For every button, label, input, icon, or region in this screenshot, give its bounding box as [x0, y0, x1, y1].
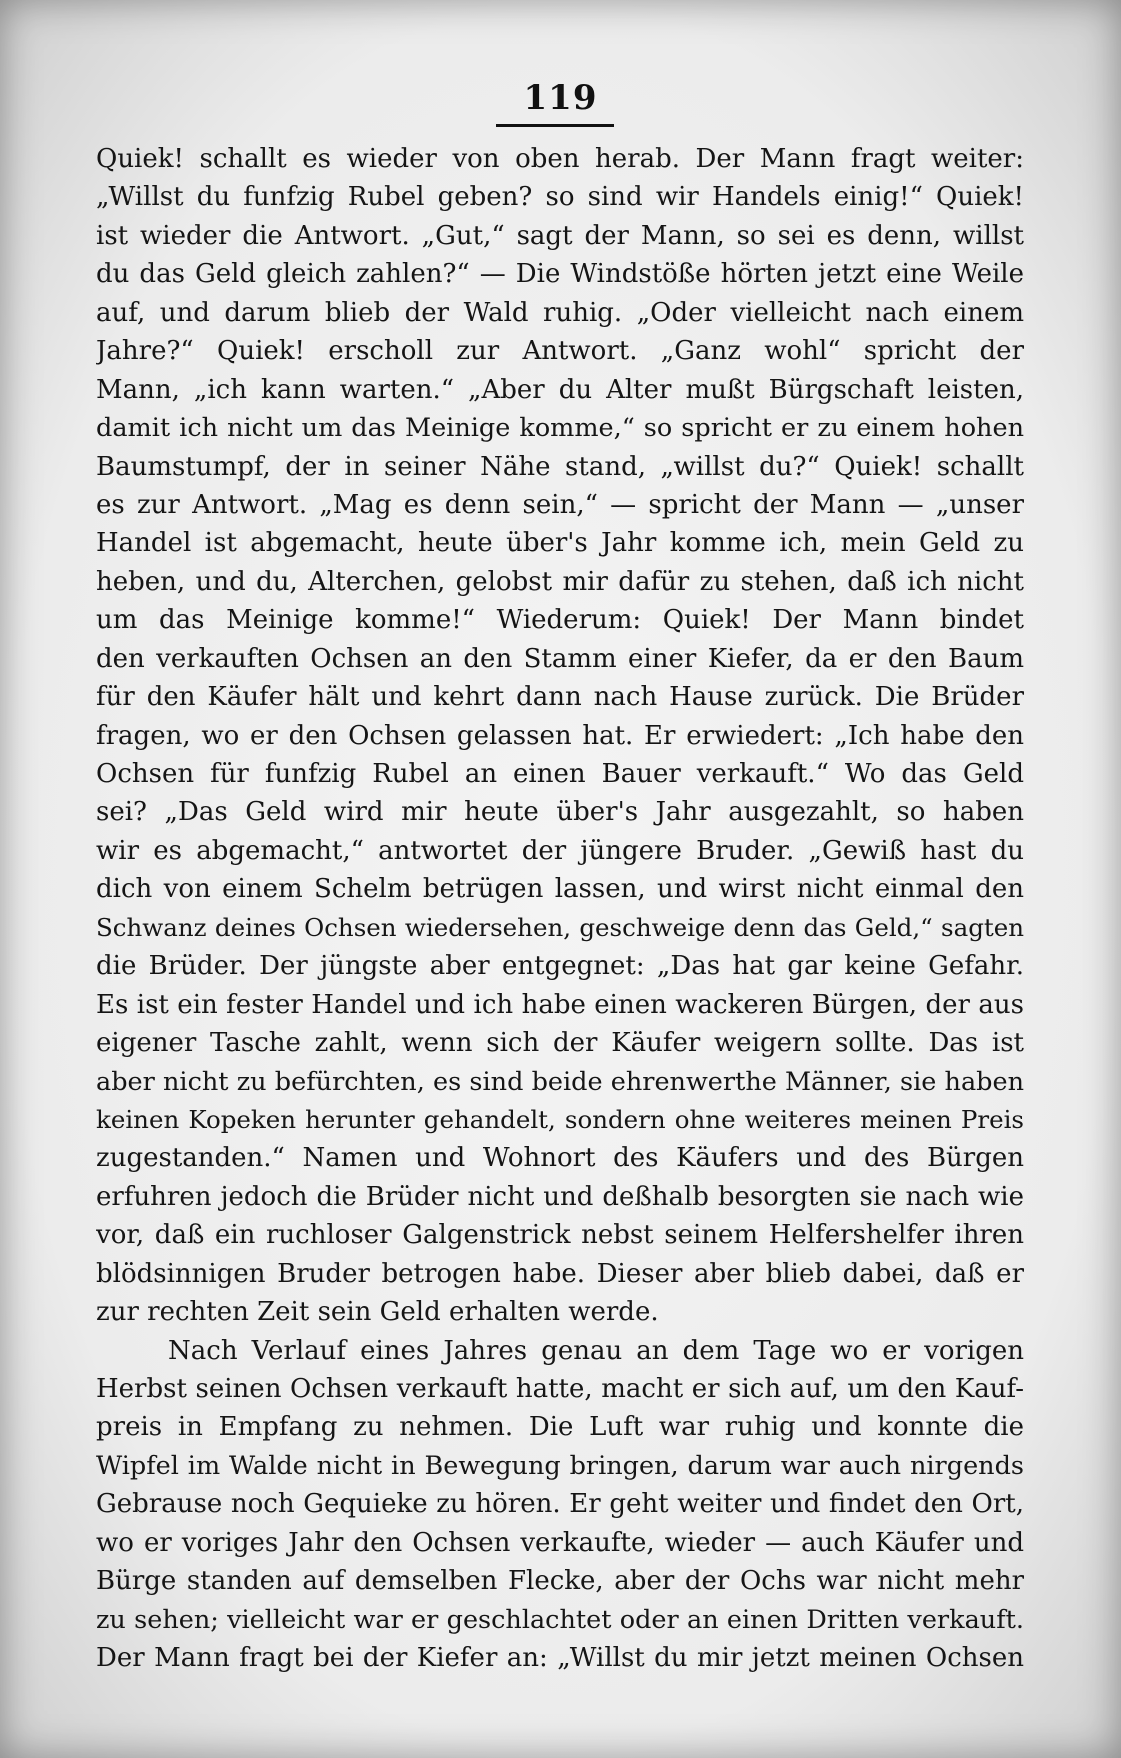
- text-line: erfuhren jedoch die Brüder nicht und deßhalb besorgten sie nach wie: [96, 1181, 1024, 1212]
- text-line: wo er voriges Jahr den Ochsen verkaufte, wieder — auch Käufer und: [96, 1527, 1024, 1558]
- text-line: heben, und du, Alterchen, gelobst mir dafür zu stehen, daß ich nicht: [96, 566, 1024, 597]
- text-line: vor, daß ein ruchloser Galgenstrick nebst seinem Helfershelfer ihren: [96, 1220, 1024, 1251]
- text-line: blödsinnigen Bruder betrogen habe. Dieser aber blieb dabei, daß er: [96, 1258, 1024, 1289]
- text-line: Handel ist abgemacht, heute über's Jahr komme ich, mein Geld zu: [96, 528, 1024, 559]
- text-line: preis in Empfang zu nehmen. Die Luft war ruhig und konnte die: [96, 1412, 1024, 1443]
- text-line: dich von einem Schelm betrügen lassen, und wirst nicht einmal den: [96, 874, 1024, 905]
- text-line: Bürge standen auf demselben Flecke, aber der Ochs war nicht mehr: [96, 1566, 1024, 1597]
- text-line: fragen, wo er den Ochsen gelassen hat. Er erwiedert: „Ich habe den: [96, 720, 1024, 751]
- text-line: Baumstumpf, der in seiner Nähe stand, „willst du?“ Quiek! schallt: [96, 451, 1024, 482]
- text-line: aber nicht zu befürchten, es sind beide ehrenwerthe Männer, sie haben: [96, 1066, 1024, 1097]
- text-line: es zur Antwort. „Mag es denn sein,“ — spricht der Mann — „unser: [96, 489, 1024, 520]
- text-line: Quiek! schallt es wieder von oben herab. Der Mann fragt weiter:: [96, 144, 1024, 174]
- text-line: um das Meinige komme!“ Wiederum: Quiek! Der Mann bindet: [96, 605, 1024, 636]
- text-line: zugestanden.“ Namen und Wohnort des Käufers und des Bürgen: [96, 1143, 1024, 1174]
- text-line: Ochsen für funfzig Rubel an einen Bauer verkauft.“ Wo das Geld: [96, 759, 1024, 789]
- text-line: zu sehen; vielleicht war er geschlachtet oder an einen Dritten verkauft.: [96, 1604, 1024, 1635]
- text-line: für den Käufer hält und kehrt dann nach Hause zurück. Die Brüder: [96, 682, 1024, 713]
- text-line: damit ich nicht um das Meinige komme,“ so spricht er zu einem hohen: [96, 413, 1024, 444]
- text-line: du das Geld gleich zahlen?“ — Die Windstöße hörten jetzt eine Weile: [96, 259, 1024, 290]
- text-line: keinen Kopeken herunter gehandelt, sondern ohne weiteres meinen Preis: [96, 1104, 1024, 1134]
- text-line: „Willst du funfzig Rubel geben? so sind wir Handels einig!“ Quiek!: [96, 182, 1024, 213]
- text-line: die Brüder. Der jüngste aber entgegnet: „Das hat gar keine Gefahr.: [96, 951, 1024, 982]
- text-line: auf, und darum blieb der Wald ruhig. „Oder vielleicht nach einem: [96, 297, 1024, 328]
- text-line: Der Mann fragt bei der Kiefer an: „Willst du mir jetzt meinen Ochsen: [96, 1643, 1024, 1674]
- text-line: ist wieder die Antwort. „Gut,“ sagt der Mann, so sei es denn, willst: [96, 220, 1024, 251]
- text-line: Wipfel im Walde nicht in Bewegung bringen, darum war auch nirgends: [96, 1450, 1024, 1481]
- page-number: 119: [523, 78, 598, 118]
- text-line: eigener Tasche zahlt, wenn sich der Käufer weigern sollte. Das ist: [96, 1028, 1024, 1059]
- text-line: Es ist ein fester Handel und ich habe einen wackeren Bürgen, der aus: [96, 989, 1024, 1020]
- text-line-paragraph-start: Nach Verlauf eines Jahres genau an dem Tage wo er vorigen: [168, 1335, 1024, 1366]
- text-line: Jahre?“ Quiek! erscholl zur Antwort. „Ganz wohl“ spricht der: [96, 336, 1024, 367]
- text-line: Schwanz deines Ochsen wiedersehen, geschweige denn das Geld,“ sagten: [96, 912, 1024, 942]
- text-line-paragraph-end: zur rechten Zeit sein Geld erhalten werde.: [96, 1297, 659, 1328]
- body-text: [96, 140, 1024, 1678]
- text-line: Mann, „ich kann warten.“ „Aber du Alter mußt Bürgschaft leisten,: [96, 374, 1024, 405]
- text-line: sei? „Das Geld wird mir heute über's Jahr ausgezahlt, so haben: [96, 797, 1024, 828]
- text-line: Gebrause noch Gequieke zu hören. Er geht weiter und findet den Ort,: [96, 1489, 1024, 1520]
- text-line: den verkauften Ochsen an den Stamm einer Kiefer, da er den Baum: [96, 643, 1024, 674]
- text-line: Herbst seinen Ochsen verkauft hatte, macht er sich auf, um den Kauf-: [96, 1374, 1024, 1404]
- text-line: wir es abgemacht,“ antwortet der jüngere Bruder. „Gewiß hast du: [96, 835, 1024, 866]
- page-number-rule: [496, 124, 614, 127]
